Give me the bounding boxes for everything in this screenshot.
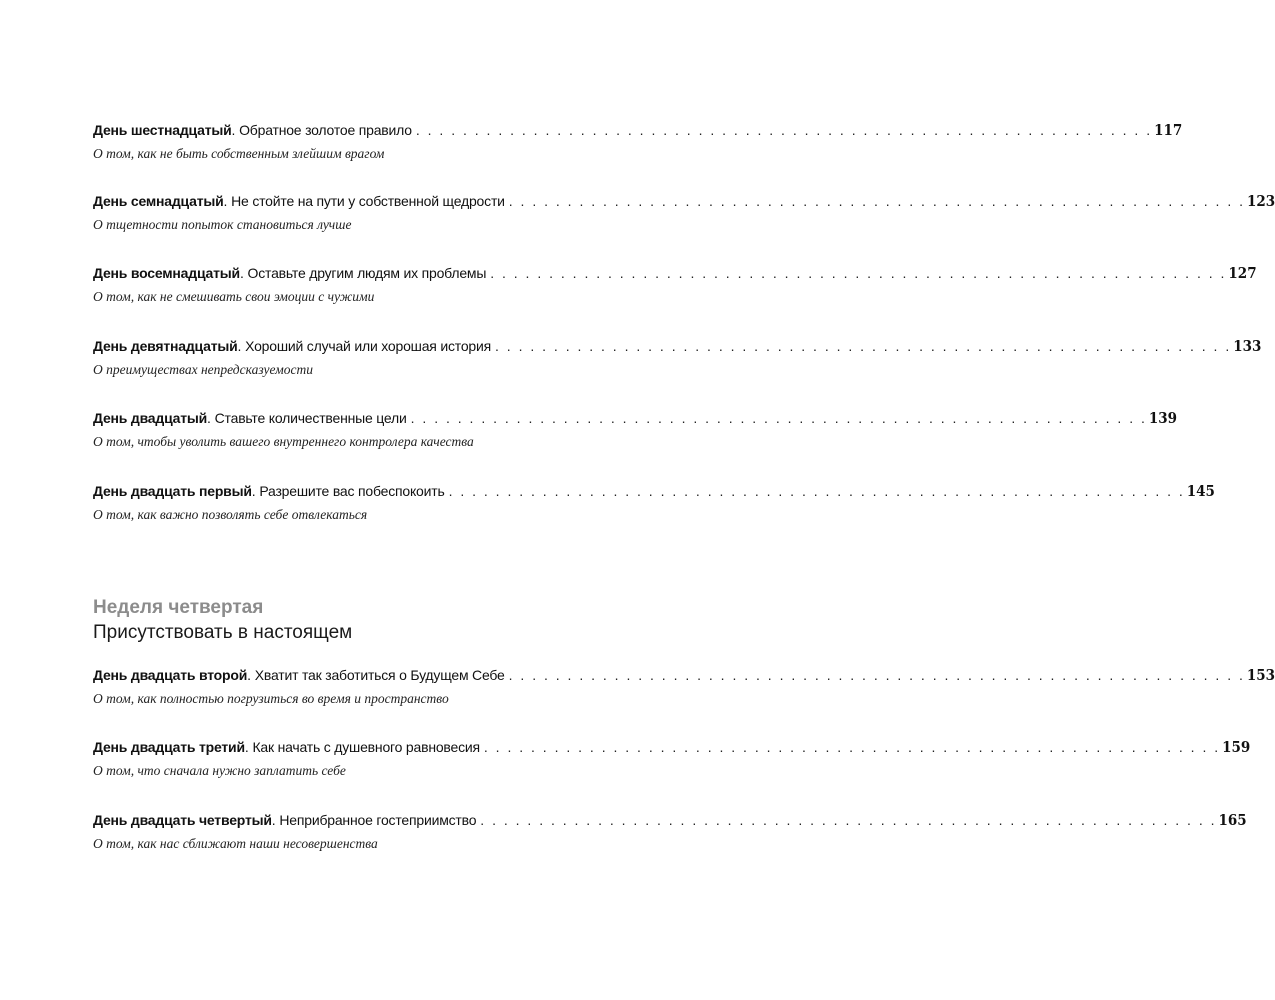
toc-entry-heading bbox=[93, 811, 1247, 829]
toc-entry-heading bbox=[93, 482, 1215, 500]
day-label: День семнадцатый bbox=[93, 193, 224, 209]
toc-entry[interactable] bbox=[93, 482, 1215, 524]
page-number: 139 bbox=[1148, 409, 1178, 427]
chapter-title: Хороший случай или хорошая история bbox=[245, 338, 492, 354]
chapter-title: Обратное золотое правило bbox=[239, 122, 412, 138]
separator: . bbox=[207, 410, 211, 426]
day-label: День двадцать второй bbox=[93, 667, 248, 683]
chapter-subtitle: О тщетности попыток становиться лучше bbox=[93, 217, 352, 232]
chapter-title: Неприбранное гостеприимство bbox=[279, 812, 477, 828]
week-title: Присутствовать в настоящем bbox=[93, 622, 353, 643]
chapter-title: Оставьте другим людям их проблемы bbox=[247, 265, 487, 281]
page-number: 145 bbox=[1186, 482, 1215, 500]
day-label: День двадцать третий bbox=[93, 739, 245, 755]
toc-entry-heading bbox=[93, 738, 1251, 756]
separator: . bbox=[251, 483, 256, 499]
chapter-subtitle: О том, как не быть собственным злейшим врагом bbox=[93, 146, 385, 161]
page-number: 165 bbox=[1218, 811, 1247, 829]
toc-entry[interactable] bbox=[93, 337, 1262, 379]
chapter-title: Разрешите вас побеспокоить bbox=[259, 483, 445, 499]
toc-entry[interactable] bbox=[93, 264, 1257, 306]
separator: . bbox=[237, 338, 242, 354]
dot-leader: . . . . . . . . . . . . . . . . . . . . . . . . . . . . . . . . . . . . . . . . . . . . . . . . . . . . . . . . . . . . . . . bbox=[410, 410, 1147, 426]
toc-entry-heading bbox=[93, 121, 1183, 139]
chapter-subtitle: О том, как нас сближают наши несовершенства bbox=[93, 836, 378, 851]
page-number: 133 bbox=[1233, 337, 1262, 355]
page-number: 153 bbox=[1246, 666, 1275, 684]
dot-leader: . . . . . . . . . . . . . . . . . . . . . . . . . . . . . . . . . . . . . . . . . . . . . . . . . . . . . . . . . . . . . . . bbox=[508, 193, 1245, 209]
page-number: 127 bbox=[1228, 264, 1257, 282]
separator: . bbox=[223, 193, 228, 209]
toc-entry-heading bbox=[93, 666, 1275, 684]
toc-entry[interactable] bbox=[93, 409, 1178, 451]
chapter-title: Не стойте на пути у собственной щедрости bbox=[231, 193, 505, 209]
chapter-subtitle: О том, чтобы уволить вашего внутреннего контролера качества bbox=[93, 434, 474, 449]
dot-leader: . . . . . . . . . . . . . . . . . . . . . . . . . . . . . . . . . . . . . . . . . . . . . . . . . . . . . . . . . . . . . . . bbox=[495, 338, 1232, 354]
chapter-subtitle: О том, что сначала нужно заплатить себе bbox=[93, 763, 346, 778]
chapter-subtitle: О том, как не смешивать свои эмоции с чужими bbox=[93, 289, 375, 304]
dot-leader: . . . . . . . . . . . . . . . . . . . . . . . . . . . . . . . . . . . . . . . . . . . . . . . . . . . . . . . . . . . . . . . bbox=[508, 667, 1245, 683]
toc-entry[interactable] bbox=[93, 811, 1247, 853]
toc-entry[interactable] bbox=[93, 738, 1251, 780]
dot-leader: . . . . . . . . . . . . . . . . . . . . . . . . . . . . . . . . . . . . . . . . . . . . . . . . . . . . . . . . . . . . . . . bbox=[480, 812, 1217, 828]
chapter-subtitle: О преимуществах непредсказуемости bbox=[93, 362, 314, 377]
toc-entry[interactable] bbox=[93, 666, 1275, 708]
chapter-title: Хватит так заботиться о Будущем Себе bbox=[254, 667, 505, 683]
separator: . bbox=[231, 122, 236, 138]
separator: . bbox=[244, 739, 249, 755]
toc-entry-heading bbox=[93, 409, 1178, 427]
page-number: 123 bbox=[1247, 192, 1275, 210]
day-label: День двадцать четвертый bbox=[93, 812, 272, 828]
dot-leader: . . . . . . . . . . . . . . . . . . . . . . . . . . . . . . . . . . . . . . . . . . . . . . . . . . . . . . . . . . . . . . . bbox=[483, 739, 1221, 755]
day-label: День двадцать первый bbox=[93, 483, 252, 499]
day-label: День шестнадцатый bbox=[93, 122, 232, 138]
toc-entry-heading bbox=[93, 264, 1257, 282]
chapter-title: Ставьте количественные цели bbox=[214, 410, 407, 426]
dot-leader: . . . . . . . . . . . . . . . . . . . . . . . . . . . . . . . . . . . . . . . . . . . . . . . . . . . . . . . . . . . . . . . bbox=[415, 122, 1153, 138]
page-number: 117 bbox=[1154, 121, 1183, 139]
toc-entry-heading bbox=[93, 337, 1262, 355]
week-label: Неделя четвертая bbox=[93, 597, 264, 618]
separator: . bbox=[271, 812, 276, 828]
toc-entry[interactable] bbox=[93, 121, 1183, 163]
day-label: День девятнадцатый bbox=[93, 338, 238, 354]
toc-entry-heading bbox=[93, 192, 1275, 210]
toc-entry[interactable] bbox=[93, 192, 1275, 234]
chapter-subtitle: О том, как полностью погрузиться во время и пространство bbox=[93, 691, 449, 706]
separator: . bbox=[239, 265, 244, 281]
dot-leader: . . . . . . . . . . . . . . . . . . . . . . . . . . . . . . . . . . . . . . . . . . . . . . . . . . . . . . . . . . . . . . . bbox=[448, 483, 1185, 499]
chapter-subtitle: О том, как важно позволять себе отвлекаться bbox=[93, 507, 368, 522]
day-label: День двадцатый bbox=[93, 410, 208, 426]
dot-leader: . . . . . . . . . . . . . . . . . . . . . . . . . . . . . . . . . . . . . . . . . . . . . . . . . . . . . . . . . . . . . . . bbox=[490, 265, 1227, 281]
page-number: 159 bbox=[1222, 738, 1251, 756]
chapter-title: Как начать с душевного равновесия bbox=[252, 739, 480, 755]
day-label: День восемнадцатый bbox=[93, 265, 240, 281]
week-heading bbox=[93, 596, 352, 646]
separator: . bbox=[247, 667, 251, 683]
